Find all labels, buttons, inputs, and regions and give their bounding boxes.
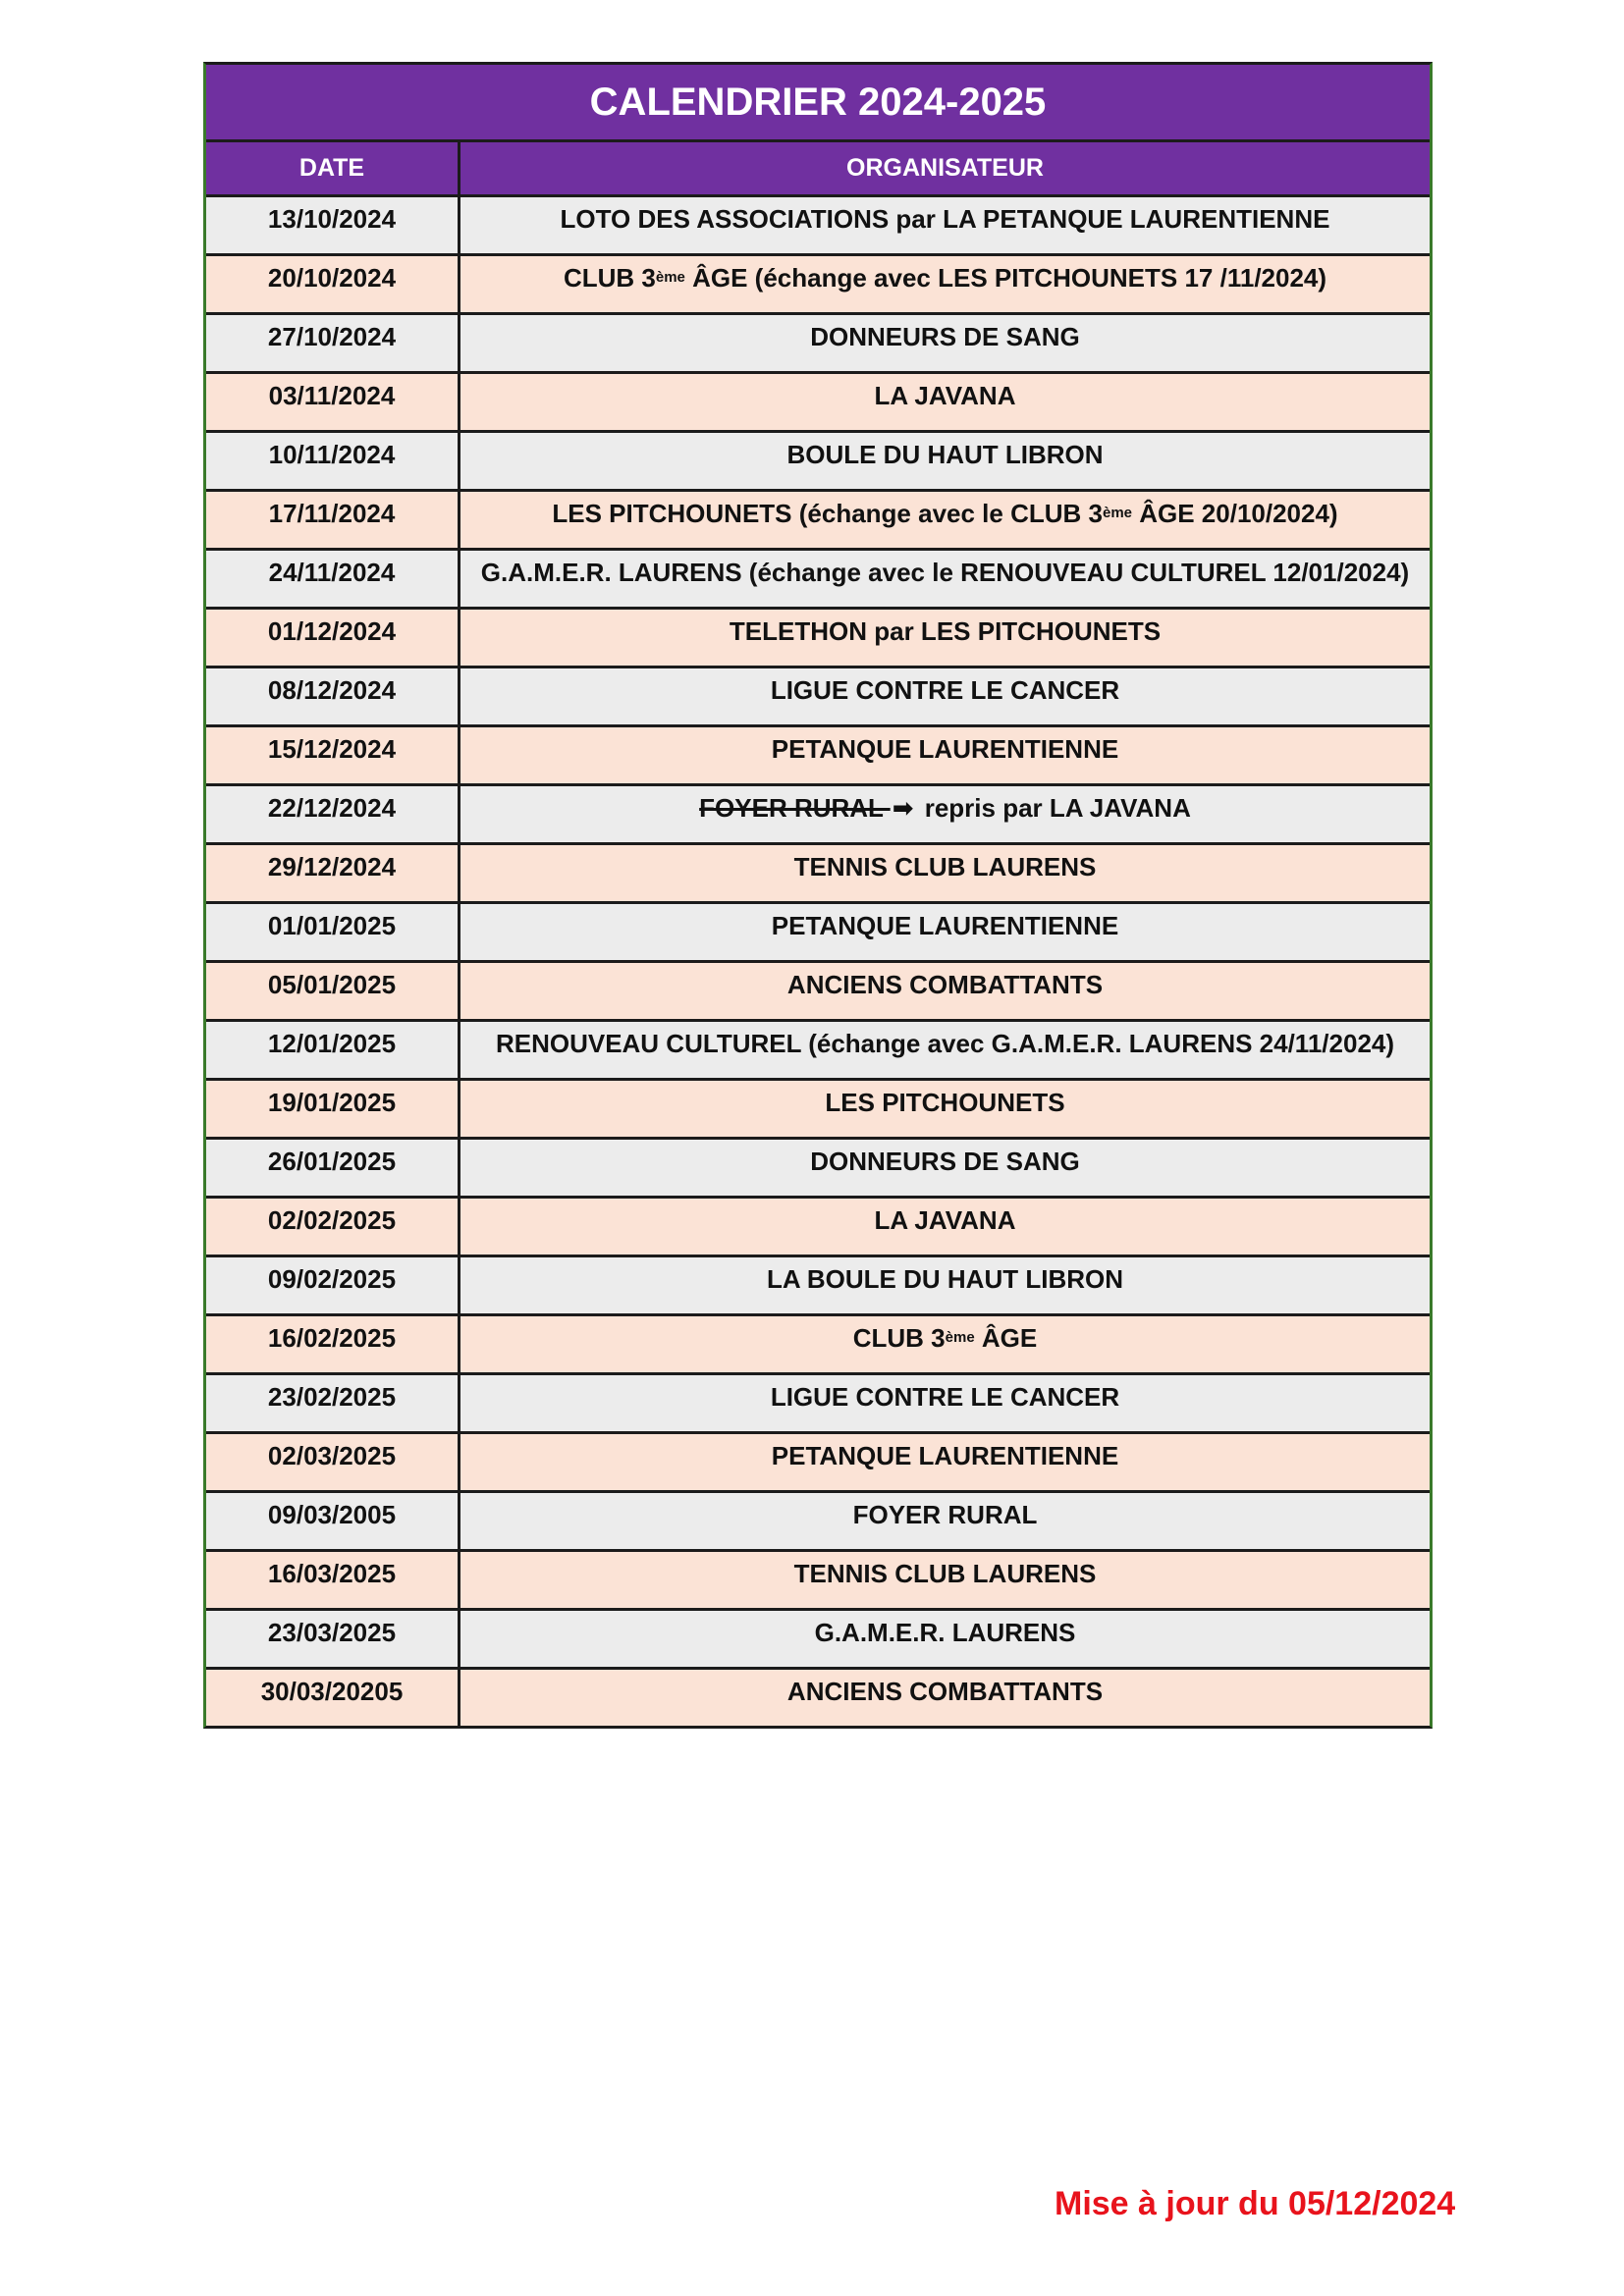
table-row bbox=[206, 256, 1430, 315]
date-cell: 15/12/2024 bbox=[206, 727, 460, 783]
organisateur-text: LA BOULE DU HAUT LIBRON bbox=[766, 1263, 1123, 1294]
organisateur-text: LOTO DES ASSOCIATIONS par LA PETANQUE LAURENTIENNE bbox=[560, 203, 1330, 234]
calendar-title: CALENDRIER 2024-2025 bbox=[206, 65, 1430, 142]
cancelled-organisateur: FOYER RURAL bbox=[699, 792, 891, 823]
organisateur-text: LES PITCHOUNETS (échange avec le CLUB 3 bbox=[552, 498, 1103, 528]
table-row bbox=[206, 963, 1430, 1022]
date-cell: 02/02/2025 bbox=[206, 1199, 460, 1255]
organisateur-cell bbox=[460, 1434, 1430, 1490]
organisateur-cell bbox=[460, 668, 1430, 724]
date-cell: 23/03/2025 bbox=[206, 1611, 460, 1667]
organisateur-cell bbox=[460, 1257, 1430, 1313]
organisateur-cell: CLUB 3 ème ÂGE (échange avec LES PITCHOUNETS 17 /11/2024) bbox=[563, 262, 1327, 293]
organisateur-text: TELETHON par LES PITCHOUNETS bbox=[729, 615, 1162, 646]
date-cell: 20/10/2024 bbox=[206, 256, 460, 312]
date-cell: 09/03/2005 bbox=[206, 1493, 460, 1549]
organisateur-text: LIGUE CONTRE LE CANCER bbox=[770, 1381, 1120, 1412]
organisateur-cell bbox=[460, 374, 1430, 430]
organisateur-text: CLUB 3 bbox=[563, 262, 656, 293]
date-cell: 19/01/2025 bbox=[206, 1081, 460, 1137]
table-row bbox=[206, 1493, 1430, 1552]
organisateur-text: RENOUVEAU CULTUREL (échange avec G.A.M.E.R. LAURENS 24/11/2024) bbox=[495, 1028, 1395, 1058]
organisateur-text: TENNIS CLUB LAURENS bbox=[793, 851, 1097, 881]
table-row bbox=[206, 1375, 1430, 1434]
arrow-right-icon: ➡ bbox=[892, 792, 914, 823]
organisateur-text: LA JAVANA bbox=[874, 380, 1016, 410]
table-row bbox=[206, 374, 1430, 433]
table-row bbox=[206, 1257, 1430, 1316]
organisateur-cell bbox=[460, 1493, 1430, 1549]
organisateur-text: FOYER RURAL bbox=[852, 1499, 1038, 1529]
header-date: DATE bbox=[206, 142, 460, 194]
date-cell: 24/11/2024 bbox=[206, 551, 460, 607]
organisateur-text: LES PITCHOUNETS bbox=[825, 1087, 1065, 1117]
organisateur-text: G.A.M.E.R. LAURENS (échange avec le RENOUVEAU CULTUREL 12/01/2024) bbox=[480, 557, 1410, 587]
organisateur-cell bbox=[460, 1670, 1430, 1726]
organisateur-cell bbox=[460, 963, 1430, 1019]
table-row bbox=[206, 1140, 1430, 1199]
table-row bbox=[206, 1434, 1430, 1493]
organisateur-cell bbox=[460, 1199, 1430, 1255]
date-cell: 29/12/2024 bbox=[206, 845, 460, 901]
date-cell: 10/11/2024 bbox=[206, 433, 460, 489]
date-cell: 02/03/2025 bbox=[206, 1434, 460, 1490]
date-cell: 03/11/2024 bbox=[206, 374, 460, 430]
table-body bbox=[206, 197, 1430, 1726]
calendar-table bbox=[203, 62, 1433, 1729]
table-row bbox=[206, 551, 1430, 610]
organisateur-text: ÂGE 20/10/2024) bbox=[1132, 498, 1338, 528]
date-cell: 09/02/2025 bbox=[206, 1257, 460, 1313]
organisateur-cell bbox=[460, 315, 1430, 371]
organisateur-text: LA JAVANA bbox=[874, 1204, 1016, 1235]
organisateur-text: PETANQUE LAURENTIENNE bbox=[771, 1440, 1119, 1470]
table-row bbox=[206, 1552, 1430, 1611]
table-row bbox=[206, 1199, 1430, 1257]
date-cell: 27/10/2024 bbox=[206, 315, 460, 371]
date-cell: 23/02/2025 bbox=[206, 1375, 460, 1431]
organisateur-text: repris par LA JAVANA bbox=[917, 792, 1191, 823]
date-cell: 12/01/2025 bbox=[206, 1022, 460, 1078]
organisateur-text: ANCIENS COMBATTANTS bbox=[786, 1676, 1104, 1706]
date-cell: 22/12/2024 bbox=[206, 786, 460, 842]
date-cell: 08/12/2024 bbox=[206, 668, 460, 724]
organisateur-cell bbox=[460, 1375, 1430, 1431]
organisateur-text: PETANQUE LAURENTIENNE bbox=[771, 910, 1119, 940]
organisateur-cell bbox=[460, 727, 1430, 783]
organisateur-text: LIGUE CONTRE LE CANCER bbox=[770, 674, 1120, 705]
organisateur-cell bbox=[460, 1140, 1430, 1196]
date-cell: 26/01/2025 bbox=[206, 1140, 460, 1196]
organisateur-cell bbox=[460, 904, 1430, 960]
organisateur-cell bbox=[460, 845, 1430, 901]
organisateur-text: CLUB 3 bbox=[852, 1322, 946, 1353]
organisateur-cell bbox=[460, 433, 1430, 489]
update-note: Mise à jour du 05/12/2024 bbox=[1055, 2185, 1456, 2222]
organisateur-text: DONNEURS DE SANG bbox=[810, 321, 1080, 351]
table-row bbox=[206, 786, 1430, 845]
table-row bbox=[206, 727, 1430, 786]
organisateur-text: PETANQUE LAURENTIENNE bbox=[771, 733, 1119, 764]
table-row bbox=[206, 197, 1430, 256]
date-cell: 05/01/2025 bbox=[206, 963, 460, 1019]
table-row bbox=[206, 1611, 1430, 1670]
date-cell: 17/11/2024 bbox=[206, 492, 460, 548]
table-row bbox=[206, 1081, 1430, 1140]
date-cell: 30/03/20205 bbox=[206, 1670, 460, 1726]
date-cell: 16/03/2025 bbox=[206, 1552, 460, 1608]
organisateur-text: TENNIS CLUB LAURENS bbox=[793, 1558, 1097, 1588]
table-row bbox=[206, 315, 1430, 374]
table-row bbox=[206, 904, 1430, 963]
organisateur-text: BOULE DU HAUT LIBRON bbox=[786, 439, 1104, 469]
organisateur-cell: LES PITCHOUNETS (échange avec le CLUB 3 ème ÂGE 20/10/2024) bbox=[552, 498, 1338, 528]
organisateur-cell bbox=[460, 1022, 1430, 1078]
table-header bbox=[206, 142, 1430, 197]
table-row bbox=[206, 1670, 1430, 1726]
date-cell: 01/01/2025 bbox=[206, 904, 460, 960]
organisateur-text: DONNEURS DE SANG bbox=[810, 1146, 1080, 1176]
organisateur-text: G.A.M.E.R. LAURENS bbox=[814, 1617, 1076, 1647]
table-row bbox=[206, 492, 1430, 551]
organisateur-text: ÂGE bbox=[974, 1322, 1038, 1353]
table-row bbox=[206, 845, 1430, 904]
organisateur-cell bbox=[460, 1552, 1430, 1608]
table-row bbox=[206, 668, 1430, 727]
organisateur-cell bbox=[460, 610, 1430, 666]
organisateur-cell bbox=[460, 1081, 1430, 1137]
date-cell: 01/12/2024 bbox=[206, 610, 460, 666]
table-row bbox=[206, 610, 1430, 668]
table-row bbox=[206, 1022, 1430, 1081]
organisateur-cell bbox=[460, 1611, 1430, 1667]
table-row bbox=[206, 1316, 1430, 1375]
date-cell: 16/02/2025 bbox=[206, 1316, 460, 1372]
table-row bbox=[206, 433, 1430, 492]
organisateur-text: ANCIENS COMBATTANTS bbox=[786, 969, 1104, 999]
header-organisateur: ORGANISATEUR bbox=[846, 154, 1044, 182]
organisateur-cell: CLUB 3 ème ÂGE bbox=[852, 1322, 1038, 1353]
organisateur-cell bbox=[460, 551, 1430, 607]
date-cell: 13/10/2024 bbox=[206, 197, 460, 253]
organisateur-text: ÂGE (échange avec LES PITCHOUNETS 17 /11/2024) bbox=[684, 262, 1327, 293]
organisateur-cell bbox=[460, 786, 1430, 842]
organisateur-cell bbox=[460, 197, 1430, 253]
